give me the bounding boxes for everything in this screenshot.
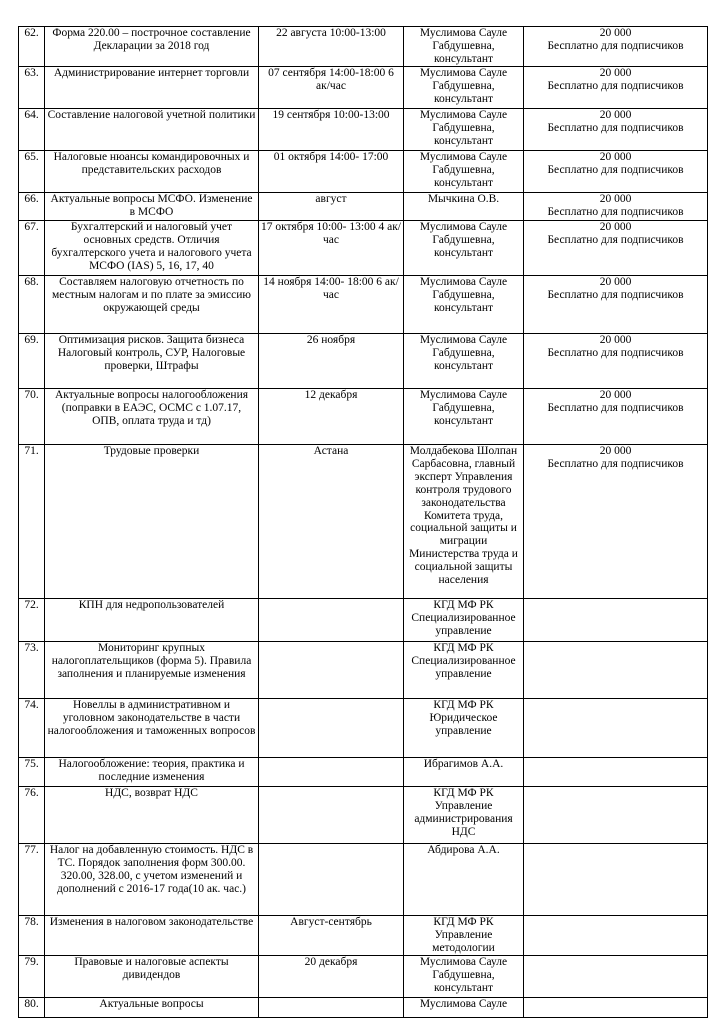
seminar-date (259, 699, 404, 758)
lecturer: Муслимова Сауле Габдушевна, консультант (404, 276, 524, 334)
row-number: 75. (19, 758, 45, 787)
subscriber-note: Бесплатно для подписчиков (547, 205, 684, 218)
seminar-date (259, 758, 404, 787)
lecturer: КГД МФ РК Управление методологии (404, 916, 524, 956)
table-row (19, 642, 708, 699)
price: 20 000 (599, 109, 632, 121)
price: 20 000 (599, 221, 632, 233)
row-number: 62. (19, 27, 45, 67)
price-cell (524, 844, 708, 916)
lecturer: Муслимова Сауле Габдушевна, консультант (404, 151, 524, 193)
row-number: 67. (19, 221, 45, 276)
seminar-date (259, 599, 404, 642)
row-number: 77. (19, 844, 45, 916)
price: 20 000 (599, 151, 632, 163)
seminar-schedule-table (18, 26, 708, 1018)
price: 20 000 (599, 445, 632, 457)
price-cell (524, 389, 708, 445)
table-row (19, 599, 708, 642)
lecturer: КГД МФ РК Управление администрирования НДС (404, 787, 524, 844)
price: 20 000 (599, 193, 632, 205)
seminar-title: Бухгалтерский и налоговый учет основных средств. Отличия бухгалтерского учета и налогового учета МСФО (IAS) 5, 16, 17, 40 (45, 221, 259, 276)
price-cell (524, 445, 708, 599)
price: 20 000 (599, 334, 632, 346)
seminar-title: Новеллы в административном и уголовном законодательстве в части налогообложения и таможенных вопросов (45, 699, 259, 758)
table-row (19, 998, 708, 1018)
price-cell (524, 916, 708, 956)
price: 20 000 (599, 276, 632, 288)
seminar-title: Администрирование интернет торговли (45, 67, 259, 109)
row-number: 63. (19, 67, 45, 109)
table-row (19, 787, 708, 844)
seminar-title: Налогообложение: теория, практика и последние изменения (45, 758, 259, 787)
lecturer: Муслимова Сауле (404, 998, 524, 1018)
row-number: 78. (19, 916, 45, 956)
table-row (19, 109, 708, 151)
seminar-date (259, 844, 404, 916)
price-cell (524, 109, 708, 151)
seminar-title: Составляем налоговую отчетность по местным налогам и по плате за эмиссию окружающей среды (45, 276, 259, 334)
subscriber-note: Бесплатно для подписчиков (547, 288, 684, 301)
subscriber-note: Бесплатно для подписчиков (547, 346, 684, 359)
seminar-date: Август-сентябрь (259, 916, 404, 956)
seminar-title: Актуальные вопросы (45, 998, 259, 1018)
price-cell (524, 787, 708, 844)
row-number: 69. (19, 334, 45, 389)
price-cell (524, 67, 708, 109)
seminar-title: Оптимизация рисков. Защита бизнеса Налоговый контроль, СУР, Налоговые проверки, Штрафы (45, 334, 259, 389)
table-row (19, 758, 708, 787)
table-row (19, 956, 708, 998)
seminar-date: 26 ноября (259, 334, 404, 389)
price-cell (524, 599, 708, 642)
seminar-date: 07 сентября 14:00-18:00 6 ак/час (259, 67, 404, 109)
lecturer: КГД МФ РК Специализированное управление (404, 642, 524, 699)
lecturer: КГД МФ РК Специализированное управление (404, 599, 524, 642)
price: 20 000 (599, 27, 632, 39)
seminar-date: 01 октября 14:00- 17:00 (259, 151, 404, 193)
table-row (19, 151, 708, 193)
price-cell (524, 27, 708, 67)
row-number: 66. (19, 193, 45, 221)
lecturer: КГД МФ РК Юридическое управление (404, 699, 524, 758)
price-cell (524, 276, 708, 334)
seminar-date: 19 сентября 10:00-13:00 (259, 109, 404, 151)
seminar-title: КПН для недропользователей (45, 599, 259, 642)
seminar-title: Правовые и налоговые аспекты дивидендов (45, 956, 259, 998)
table-row (19, 389, 708, 445)
seminar-title: Актуальные вопросы налогообложения (поправки в ЕАЭС, ОСМС с 1.07.17, ОПВ, оплата труда и тд) (45, 389, 259, 445)
price-cell (524, 334, 708, 389)
seminar-title: Изменения в налоговом законодательстве (45, 916, 259, 956)
row-number: 73. (19, 642, 45, 699)
seminar-date: 22 августа 10:00-13:00 (259, 27, 404, 67)
seminar-title: Трудовые проверки (45, 445, 259, 599)
lecturer: Муслимова Сауле Габдушевна, консультант (404, 27, 524, 67)
seminar-date (259, 787, 404, 844)
price: 20 000 (599, 67, 632, 79)
row-number: 64. (19, 109, 45, 151)
lecturer: Молдабекова Шолпан Сарбасовна, главный эксперт Управления контроля трудового законодательства Комитета труда, социальной защиты и миграции Министерства труда и социальной защиты населения (404, 445, 524, 599)
row-number: 68. (19, 276, 45, 334)
row-number: 74. (19, 699, 45, 758)
table-row (19, 445, 708, 599)
price-cell (524, 193, 708, 221)
lecturer: Муслимова Сауле Габдушевна, консультант (404, 389, 524, 445)
lecturer: Муслимова Сауле Габдушевна, консультант (404, 956, 524, 998)
table-row (19, 699, 708, 758)
seminar-title: Мониторинг крупных налогоплательщиков (форма 5). Правила заполнения и планируемые изменения (45, 642, 259, 699)
row-number: 79. (19, 956, 45, 998)
price-cell (524, 956, 708, 998)
subscriber-note: Бесплатно для подписчиков (547, 79, 684, 92)
lecturer: Абдирова А.А. (404, 844, 524, 916)
subscriber-note: Бесплатно для подписчиков (547, 233, 684, 246)
seminar-title: НДС, возврат НДС (45, 787, 259, 844)
row-number: 65. (19, 151, 45, 193)
table-row (19, 193, 708, 221)
seminar-date (259, 998, 404, 1018)
seminar-date: 12 декабря (259, 389, 404, 445)
lecturer: Муслимова Сауле Габдушевна, консультант (404, 109, 524, 151)
seminar-title: Форма 220.00 – построчное составление Декларации за 2018 год (45, 27, 259, 67)
seminar-date (259, 642, 404, 699)
seminar-date: август (259, 193, 404, 221)
seminar-date: 20 декабря (259, 956, 404, 998)
seminar-date: Астана (259, 445, 404, 599)
table-row (19, 67, 708, 109)
price-cell (524, 221, 708, 276)
price: 20 000 (599, 389, 632, 401)
row-number: 80. (19, 998, 45, 1018)
seminar-title: Актуальные вопросы МСФО. Изменение в МСФО (45, 193, 259, 221)
lecturer: Ибрагимов А.А. (404, 758, 524, 787)
subscriber-note: Бесплатно для подписчиков (547, 163, 684, 176)
subscriber-note: Бесплатно для подписчиков (547, 39, 684, 52)
table-row (19, 844, 708, 916)
row-number: 76. (19, 787, 45, 844)
seminar-title: Составление налоговой учетной политики (45, 109, 259, 151)
seminar-title: Налог на добавленную стоимость. НДС в ТС. Порядок заполнения форм 300.00. 320.00, 328.00, с учетом изменений и дополнений с 2016-17 года(10 ак. час.) (45, 844, 259, 916)
table-row (19, 334, 708, 389)
lecturer: Мычкина О.В. (404, 193, 524, 221)
subscriber-note: Бесплатно для подписчиков (547, 401, 684, 414)
subscriber-note: Бесплатно для подписчиков (547, 121, 684, 134)
lecturer: Муслимова Сауле Габдушевна, консультант (404, 67, 524, 109)
price-cell (524, 151, 708, 193)
table-row (19, 276, 708, 334)
seminar-date: 14 ноября 14:00- 18:00 6 ак/час (259, 276, 404, 334)
table-row (19, 221, 708, 276)
table-row (19, 27, 708, 67)
price-cell (524, 699, 708, 758)
price-cell (524, 642, 708, 699)
price-cell (524, 758, 708, 787)
price-cell (524, 998, 708, 1018)
row-number: 71. (19, 445, 45, 599)
lecturer: Муслимова Сауле Габдушевна, консультант (404, 334, 524, 389)
subscriber-note: Бесплатно для подписчиков (547, 457, 684, 470)
seminar-date: 17 октября 10:00- 13:00 4 ак/час (259, 221, 404, 276)
seminar-title: Налоговые нюансы командировочных и представительских расходов (45, 151, 259, 193)
row-number: 72. (19, 599, 45, 642)
lecturer: Муслимова Сауле Габдушевна, консультант (404, 221, 524, 276)
row-number: 70. (19, 389, 45, 445)
table-row (19, 916, 708, 956)
